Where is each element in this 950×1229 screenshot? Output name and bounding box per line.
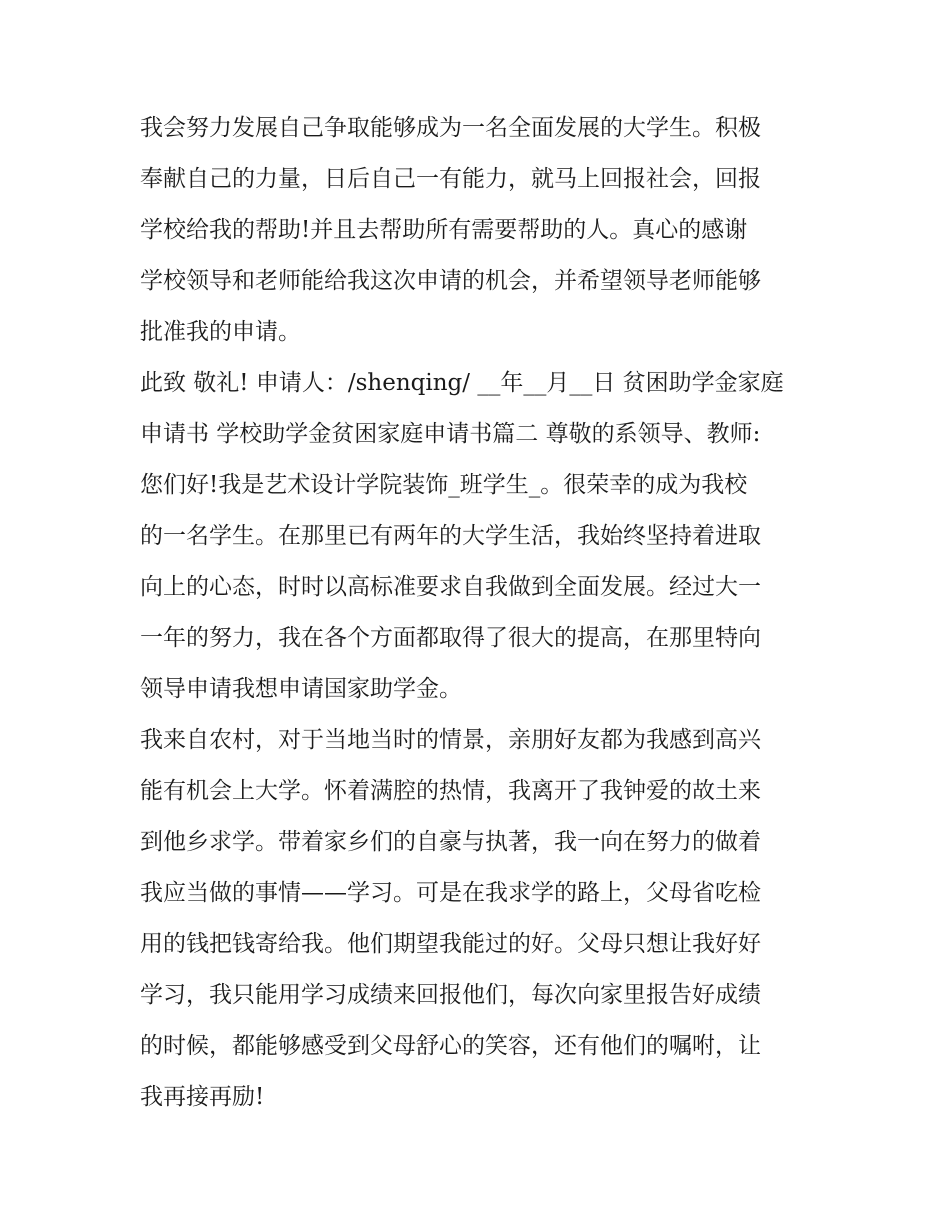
- text-line: 我来自农村，对于当地当时的情景，亲朋好友都为我感到高兴: [140, 727, 761, 753]
- text-line: 的一名学生。在那里已有两年的大学生活，我始终坚持着进取: [140, 523, 761, 549]
- text-line: 的时候，都能够感受到父母舒心的笑容，还有他们的嘱咐，让: [140, 1033, 761, 1059]
- text-line: 我再接再励!: [140, 1084, 265, 1110]
- text-line: 此致 敬礼! 申请人：/shenqing/ __年__月__日 贫困助学金家庭: [140, 370, 784, 396]
- text-line: 申请书 学校助学金贫困家庭申请书篇二 尊敬的系领导、教师:: [140, 421, 761, 447]
- text-line: 向上的心态，时时以高标准要求自我做到全面发展。经过大一: [140, 574, 761, 600]
- text-line: 我会努力发展自己争取能够成为一名全面发展的大学生。积极: [140, 115, 761, 141]
- text-line: 批准我的申请。: [140, 319, 301, 345]
- text-line: 能有机会上大学。怀着满腔的热情，我离开了我钟爱的故土来: [140, 778, 761, 804]
- text-line: 领导申请我想申请国家助学金。: [140, 676, 462, 702]
- text-line: 您们好!我是艺术设计学院装饰_班学生_。很荣幸的成为我校: [140, 472, 748, 498]
- text-line: 学校给我的帮助!并且去帮助所有需要帮助的人。真心的感谢: [140, 217, 748, 243]
- text-line: 我应当做的事情——学习。可是在我求学的路上，父母省吃检: [140, 880, 761, 906]
- text-line: 学习，我只能用学习成绩来回报他们，每次向家里报告好成绩: [140, 982, 761, 1008]
- text-line: 到他乡求学。带着家乡们的自豪与执著，我一向在努力的做着: [140, 829, 761, 855]
- text-line: 一年的努力，我在各个方面都取得了很大的提高，在那里特向: [140, 625, 761, 651]
- text-line: 学校领导和老师能给我这次申请的机会，并希望领导老师能够: [140, 268, 761, 294]
- text-line: 奉献自己的力量，日后自己一有能力，就马上回报社会，回报: [140, 166, 761, 192]
- text-line: 用的钱把钱寄给我。他们期望我能过的好。父母只想让我好好: [140, 931, 761, 957]
- body-text: [140, 103, 820, 1123]
